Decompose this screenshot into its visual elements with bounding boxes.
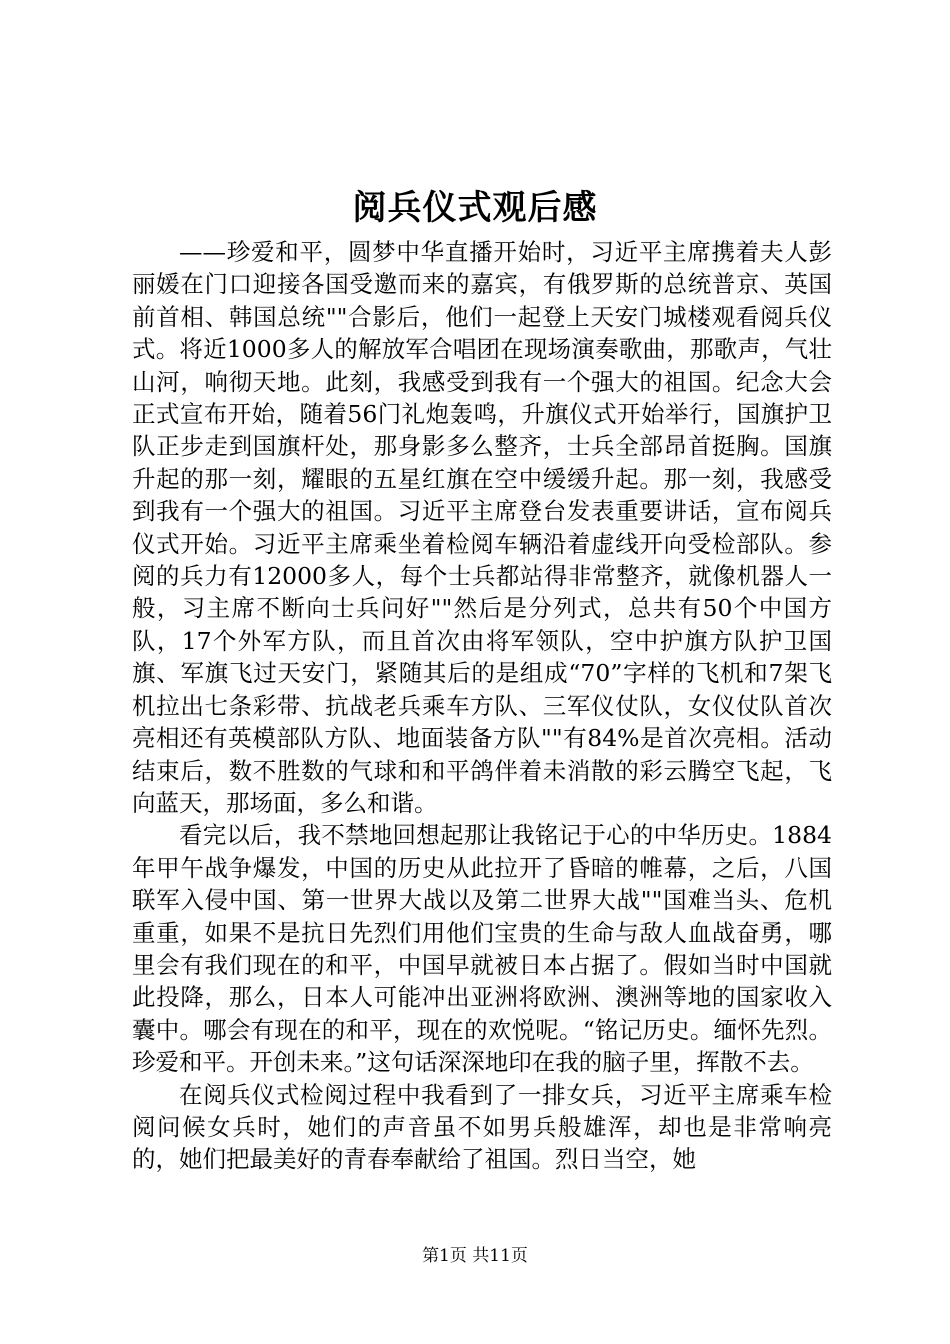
paragraph-2: 看完以后，我不禁地回想起那让我铭记于心的中华历史。1884年甲午战争爆发，中国的历史从此拉开了昏暗的帷幕，之后，八国联军入侵中国、第一世界大战以及第二世界大战""国难当头、危机重重，如果不是抗日先烈们用他们宝贵的生命与敌人血战奋勇，哪里会有我们现在的和平，中国早就被日本占据了。假如当时中国就此投降，那么，日本人可能冲出亚洲将欧洲、澳洲等地的国家收入囊中。哪会有现在的和平，现在的欢悦呢。“铭记历史。缅怀先烈。珍爱和平。开创未来。”这句话深深地印在我的脑子里，挥散不去。: [132, 821, 832, 1077]
document-title: 阅兵仪式观后感: [352, 188, 598, 228]
page-number-footer: 第1页 共11页: [422, 1246, 528, 1266]
paragraph-1: ——珍爱和平，圆梦中华直播开始时，习近平主席携着夫人彭丽媛在门口迎接各国受邀而来的嘉宾，有俄罗斯的总统普京、英国前首相、韩国总统""合影后，他们一起登上天安门城楼观看阅兵仪式。将近1000多人的解放军合唱团在现场演奏歌曲，那歌声，气壮山河，响彻天地。此刻，我感受到我有一个强大的祖国。纪念大会正式宣布开始，随着56门礼炮轰鸣，升旗仪式开始举行，国旗护卫队正步走到国旗杆处，那身影多么整齐，士兵全部昂首挺胸。国旗升起的那一刻，耀眼的五星红旗在空中缓缓升起。那一刻，我感受到我有一个强大的祖国。习近平主席登台发表重要讲话，宣布阅兵仪式开始。习近平主席乘坐着检阅车辆沿着虚线开向受检部队。参阅的兵力有12000多人，每个士兵都站得非常整齐，就像机器人一般，习主席不断向士兵问好""然后是分列式，总共有50个中国方队，17个外军方队，而且首次由将军领队，空中护旗方队护卫国旗、军旗飞过天安门，紧随其后的是组成“70”字样的飞机和7架飞机拉出七条彩带、抗战老兵乘车方队、三军仪仗队，女仪仗队首次亮相还有英模部队方队、地面装备方队""有84%是首次亮相。活动结束后，数不胜数的气球和和平鸽伴着未消散的彩云腾空飞起，飞向蓝天，那场面，多么和谐。: [132, 238, 832, 817]
document-body: [132, 236, 832, 1176]
paragraph-3: 在阅兵仪式检阅过程中我看到了一排女兵，习近平主席乘车检阅问候女兵时，她们的声音虽不如男兵般雄浑，却也是非常响亮的，她们把最美好的青春奉献给了祖国。烈日当空，她: [132, 1080, 832, 1174]
